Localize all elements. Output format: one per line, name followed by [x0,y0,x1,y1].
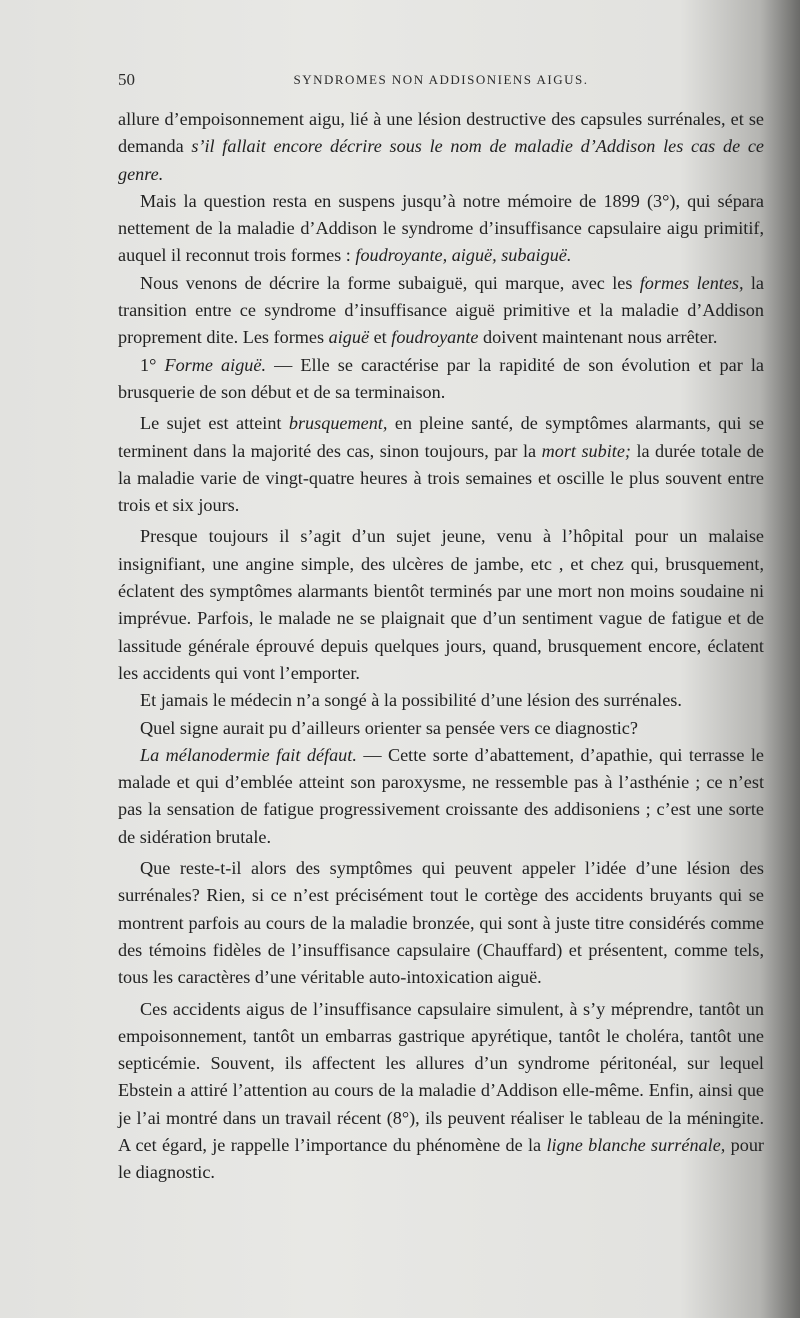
paragraph [118,687,764,714]
italic-span: s’il fallait encore décrire sous le nom de maladie d’Addison les cas de ce genre. [118,136,764,184]
body-text [118,106,764,1187]
italic-span: mort subite; [541,440,631,461]
text-span: Quel signe aurait pu d’ailleurs orienter sa pensée vers ce diagnostic? [140,717,638,738]
text-span: Ces accidents aigus de l’insuffisance capsulaire simulent, à s’y méprendre, tantôt un empoisonnement, tantôt un embarras gastrique apyrétique, tantôt le choléra, tantôt une septicémie. Souvent, ils affectent les allures d’un syndrome péritonéal, sur lequel Ebstein a attiré l’attention au cours de la maladie d’Addison elle-même. Enfin, ainsi que je l’ai montré dans un travail récent (8°), ils peuvent réaliser le tableau de la méningite. A cet égard, je rappelle l’importance du phénomène de la [118,998,764,1155]
page-number: 50 [118,70,135,89]
italic-span: brusquement, [288,413,388,434]
page-header [118,70,764,94]
text-span: pour le diagnostic. [118,1134,764,1183]
paragraph-section-heading [118,352,764,407]
text-span: Le sujet est atteint [140,413,289,434]
text-span: Mais la question resta en suspens jusqu’à notre mémoire de 1899 (3°), qui sépara nettement de la maladie d’Addison le syndrome d’insuffisance capsulaire aigu primitif, auquel il reconnut trois formes : [118,190,764,266]
text-span: doivent maintenant nous arrêter. [478,327,718,348]
paragraph [118,855,764,991]
text-span: Presque toujours il s’agit d’un sujet jeune, venu à l’hôpital pour un malaise insignifiant, une angine simple, des ulcères de jambe, etc , et chez qui, brusquement, éclatent des symptômes alarmants bientôt terminés par une mort non moins soudaine ni imprévue. Parfois, le malade ne se plaignait que d’un sentiment vague de fatigue et de lassitude générale éprouvé depuis quelques jours, quand, brusquement encore, éclatent les accidents qui vont l’emporter. [118,526,764,683]
italic-span: aiguë [328,327,370,348]
text-span: allure d’empoisonnement aigu, lié à une lésion destructive des capsules surrénales, et se demanda [118,109,764,157]
paragraph [118,270,764,352]
italic-span: La mélanodermie fait défaut. [140,744,357,765]
text-span: Que reste-t-il alors des symptômes qui peuvent appeler l’idée d’une lésion des surrénales? Rien, si ce n’est précisément tout le cortège des accidents bruyants qui se montrent parfois au cours de la maladie bronzée, qui sont à juste titre considérés comme des témoins fidèles de l’insuffisance capsulaire (Chauffard) et présentent, comme tels, tous les caractères d’une véritable auto-intoxication aiguë. [118,858,764,988]
paragraph [118,410,764,519]
italic-span: formes lentes, [639,272,744,293]
italic-span: foudroyante [391,327,479,348]
paragraph [118,188,764,270]
section-title: Forme aiguë. [164,354,266,375]
text-span: — Elle se caractérise par la rapidité de son évolution et par la brusquerie de son début et de sa terminaison. [118,354,764,402]
paragraph [118,523,764,687]
text-span: 1° [140,354,165,375]
paragraph-continued [118,106,764,188]
text-span: et [369,327,392,348]
text-span: la transition entre ce syndrome d’insuffisance aiguë primitive et la maladie d’Addison proprement dite. Les formes [118,272,764,348]
text-span: Et jamais le médecin n’a songé à la possibilité d’une lésion des surrénales. [140,690,682,711]
running-title: SYNDROMES NON ADDISONIENS AIGUS. [293,72,589,87]
text-span: — Cette sorte d’abattement, d’apathie, qui terrasse le malade et qui d’emblée atteint son paroxysme, ne ressemble pas à l’asthénie ; ce n’est pas la sensation de fatigue progressivement croissante des addisoniens ; c’est une sorte de sidération brutale. [118,744,764,847]
italic-span: ligne blanche surrénale, [546,1134,726,1155]
text-span: la durée totale de la maladie varie de vingt-quatre heures à trois semaines et oscille le plus souvent entre trois et six jours. [118,440,764,516]
paragraph [118,715,764,742]
paragraph [118,996,764,1187]
paragraph [118,742,764,851]
italic-span: foudroyante, aiguë, subaiguë. [355,245,572,266]
text-span: en pleine santé, de symptômes alarmants, qui se terminent dans la majorité des cas, sinon toujours, par la [118,413,764,461]
text-span: Nous venons de décrire la forme subaiguë, qui marque, avec les [140,272,640,293]
